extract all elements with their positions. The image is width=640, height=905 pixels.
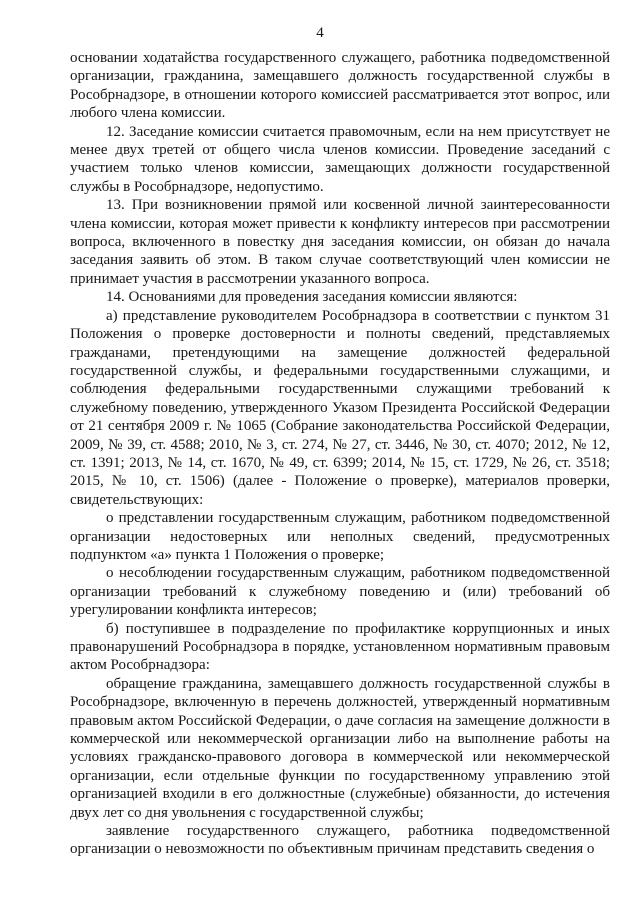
paragraph-item-12: 12. Заседание комиссии считается правомочным, если на нем присутствует не менее двух третей от общего числа членов комиссии. Проведение заседаний с участием только членов комиссии, замещающих должности государственной службы в Рособрнадзоре, недопустимо.: [70, 123, 610, 195]
paragraph-non-compliance: о несоблюдении государственным служащим, работником подведомственной организации требований к служебному поведению и (или) требований об урегулировании конфликта интересов;: [70, 565, 610, 619]
paragraph-continuation: основании ходатайства государственного служащего, работника подведомственной организации, гражданина, замещавшего должность государственной службы в Рособрнадзоре, в отношении которого комиссией рассматривается этот вопрос, или любого члена комиссии.: [70, 50, 610, 122]
paragraph-false-info: о представлении государственным служащим, работником подведомственной организации недостоверных или неполных сведений, предусмотренных подпунктом «а» пункта 1 Положения о проверке;: [70, 510, 610, 563]
paragraph-item-14: 14. Основаниями для проведения заседания комиссии являются:: [106, 289, 518, 306]
paragraph-subitem-a: а) представление руководителем Рособрнадзора в соответствии с пунктом 31 Положения о проверке достоверности и полноты сведений, представляемых гражданами, претендующими на замещение должностей федеральной государственной службы, и федеральными государственными служащими, и соблюдения федеральными государственными служащими требований к служебному поведению, утвержденного Указом Президента Российской Федерации от 21 сентября 2009 г. № 1065 (Собрание законодательства Российской Федерации, 2009, № 39, ст. 4588; 2010, № 3, ст. 274, № 27, ст. 3446, № 30, ст. 4070; 2012, № 12, ст. 1391; 2013, № 14, ст. 1670, № 49, ст. 6399; 2014, № 15, ст. 1729, № 26, ст. 3518; 2015, № 10, ст. 1506) (далее - Положение о проверке), материалов проверки, свидетельствующих:: [70, 307, 610, 508]
paragraph-subitem-b: б) поступившее в подразделение по профилактике коррупционных и иных правонарушений Рособрнадзора в порядке, установленном нормативным правовым актом Рособрнадзора:: [70, 620, 610, 674]
page-number: 4: [316, 25, 324, 41]
paragraph-item-13: 13. При возникновении прямой или косвенной личной заинтересованности члена комиссии, которая может привести к конфликту интересов при рассмотрении вопроса, включенного в повестку дня заседания комиссии, он обязан до начала заседания заявить об этом. В таком случае соответствующий член комиссии не принимает участия в рассмотрении указанного вопроса.: [70, 197, 610, 287]
paragraph-employee-statement: заявление государственного служащего, работника подведомственной организации о невозможности по объективным причинам представить сведения о: [70, 823, 610, 858]
document-body: [70, 49, 610, 859]
paragraph-citizen-appeal: обращение гражданина, замещавшего должность государственной службы в Рособрнадзоре, включенную в перечень должностей, утвержденный нормативным правовым актом Российской Федерации, о даче согласия на замещение должности в коммерческой или некоммерческой организации либо на выполнение работы на условиях гражданско-правового договора в коммерческой или некоммерческой организации, если отдельные функции по государственному управлению этой организацией входили в его должностные (служебные) обязанности, до истечения двух лет со дня увольнения с государственной службы;: [70, 675, 610, 821]
